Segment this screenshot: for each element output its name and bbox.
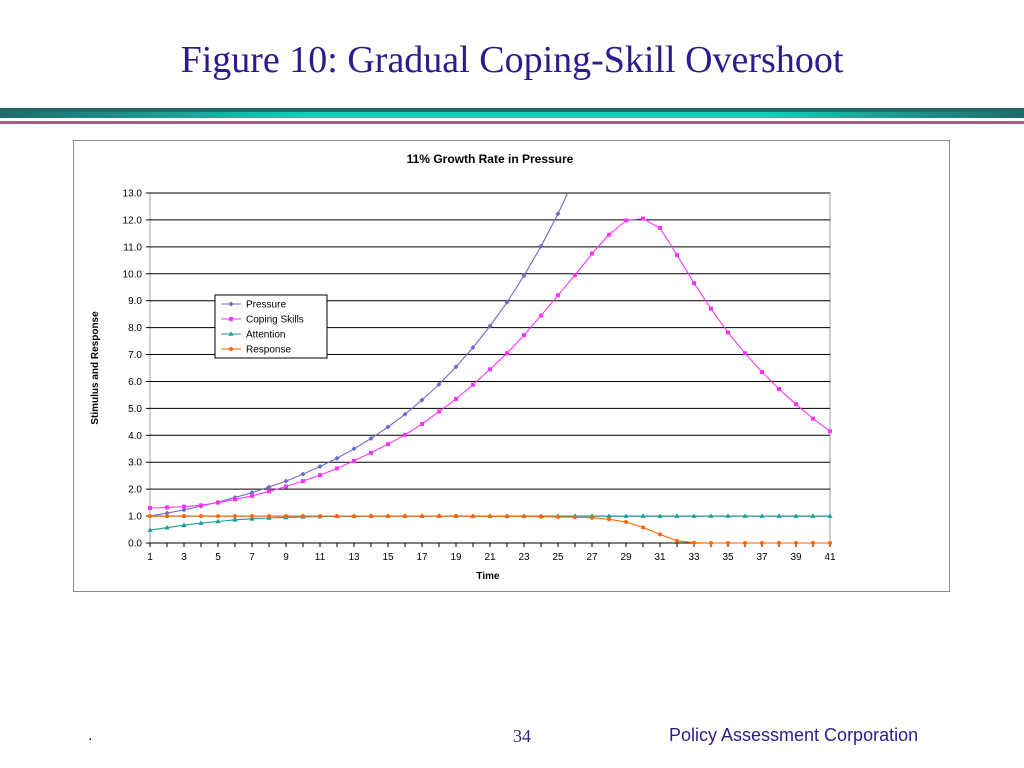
data-point-response [437, 514, 441, 518]
data-point-response [743, 541, 747, 545]
data-point-coping-skills [199, 503, 203, 507]
x-tick-label: 35 [722, 552, 734, 563]
x-tick-label: 1 [147, 552, 153, 563]
x-tick-label: 15 [382, 552, 394, 563]
title-rule-gradient [0, 112, 1024, 118]
organization-name: Policy Assessment Corporation [669, 725, 919, 745]
data-point-response [199, 514, 203, 518]
data-point-response [471, 514, 475, 518]
data-point-coping-skills [471, 383, 475, 387]
data-point-response [250, 514, 254, 518]
data-point-coping-skills [573, 273, 577, 277]
data-point-coping-skills [165, 505, 169, 509]
data-point-coping-skills [590, 252, 594, 256]
data-point-coping-skills [182, 505, 186, 509]
data-point-coping-skills [624, 218, 628, 222]
slide-title: Figure 10: Gradual Coping-Skill Overshoot [180, 39, 844, 81]
data-point-coping-skills [420, 422, 424, 426]
data-point-coping-skills [335, 466, 339, 470]
data-point-response [403, 514, 407, 518]
data-point-response [420, 514, 424, 518]
x-tick-label: 9 [283, 552, 289, 563]
y-tick-label: 10.0 [122, 269, 142, 281]
data-point-response [573, 515, 577, 519]
series-pressure [148, 177, 576, 518]
x-tick-label: 23 [518, 552, 530, 563]
data-point-coping-skills [233, 497, 237, 501]
data-point-coping-skills [216, 501, 220, 505]
data-point-response [624, 520, 628, 524]
data-point-coping-skills [267, 489, 271, 493]
data-point-coping-skills [386, 442, 390, 446]
data-point-response [539, 515, 543, 519]
data-point-coping-skills [726, 330, 730, 334]
data-point-coping-skills [607, 233, 611, 237]
data-point-response [760, 541, 764, 545]
data-point-response [148, 514, 152, 518]
data-point-coping-skills [692, 281, 696, 285]
data-point-pressure [284, 479, 289, 484]
y-tick-label: 12.0 [122, 215, 142, 227]
y-tick-label: 0.0 [128, 538, 142, 550]
data-point-response [488, 514, 492, 518]
data-point-coping-skills [658, 226, 662, 230]
legend-label: Response [246, 344, 292, 356]
data-point-response [675, 539, 679, 543]
x-tick-label: 7 [249, 552, 255, 563]
data-point-response [369, 514, 373, 518]
data-point-response [454, 514, 458, 518]
data-point-coping-skills [760, 370, 764, 374]
series-line-coping-skills [150, 219, 830, 508]
data-point-coping-skills [641, 217, 645, 221]
y-tick-label: 11.0 [123, 242, 142, 254]
data-point-response [233, 514, 237, 518]
data-point-coping-skills [301, 479, 305, 483]
data-point-response [828, 541, 832, 545]
data-point-coping-skills [505, 351, 509, 355]
x-tick-label: 17 [416, 552, 428, 563]
legend-swatch-marker [229, 317, 233, 321]
legend-label: Coping Skills [246, 314, 304, 326]
y-tick-label: 13.0 [122, 188, 142, 200]
footer-left-mark: . [88, 727, 93, 744]
data-point-coping-skills [794, 402, 798, 406]
x-tick-label: 27 [586, 552, 598, 563]
legend-swatch-marker [229, 347, 233, 351]
y-tick-label: 9.0 [128, 296, 142, 308]
data-point-pressure [556, 211, 561, 216]
x-axis-label: Time [476, 571, 500, 582]
data-point-coping-skills [777, 387, 781, 391]
data-point-response [811, 541, 815, 545]
data-point-coping-skills [403, 433, 407, 437]
data-point-coping-skills [539, 314, 543, 318]
x-tick-label: 13 [348, 552, 360, 563]
legend-label: Pressure [246, 299, 287, 311]
y-tick-label: 4.0 [128, 430, 142, 442]
y-tick-label: 1.0 [128, 511, 142, 523]
data-point-response [556, 515, 560, 519]
chart-frame [73, 140, 950, 592]
y-tick-label: 6.0 [128, 376, 142, 388]
y-tick-label: 7.0 [128, 350, 142, 362]
x-tick-label: 41 [824, 552, 836, 563]
data-point-coping-skills [369, 451, 373, 455]
data-point-coping-skills [148, 506, 152, 510]
y-tick-label: 8.0 [128, 323, 142, 335]
x-tick-label: 19 [450, 552, 462, 563]
data-point-pressure [539, 244, 544, 249]
data-point-pressure [335, 456, 340, 461]
data-point-coping-skills [250, 494, 254, 498]
x-tick-label: 25 [552, 552, 564, 563]
data-point-response [318, 514, 322, 518]
y-axis-label: Stimulus and Response [90, 311, 101, 425]
data-point-coping-skills [556, 293, 560, 297]
data-point-response [607, 517, 611, 521]
data-point-coping-skills [352, 459, 356, 463]
data-point-coping-skills [488, 367, 492, 371]
legend-label: Attention [246, 329, 286, 341]
x-tick-label: 39 [790, 552, 802, 563]
y-tick-label: 5.0 [128, 403, 142, 415]
data-point-response [777, 541, 781, 545]
y-tick-label: 3.0 [128, 457, 142, 469]
chart-title: 11% Growth Rate in Pressure [406, 152, 574, 166]
series-line-pressure [150, 177, 575, 516]
data-point-response [301, 514, 305, 518]
data-point-coping-skills [454, 397, 458, 401]
data-point-response [692, 541, 696, 545]
data-point-coping-skills [522, 333, 526, 337]
page-number: 34 [513, 726, 531, 746]
x-tick-label: 21 [484, 552, 496, 563]
x-tick-label: 5 [215, 552, 221, 563]
data-point-response [522, 514, 526, 518]
data-point-coping-skills [828, 429, 832, 433]
data-point-response [182, 514, 186, 518]
y-tick-label: 2.0 [128, 484, 142, 496]
data-point-response [216, 514, 220, 518]
series-coping-skills [148, 217, 832, 510]
line-chart [74, 141, 949, 591]
data-point-coping-skills [811, 417, 815, 421]
data-point-response [641, 525, 645, 529]
data-point-pressure [301, 472, 306, 477]
x-tick-label: 31 [654, 552, 666, 563]
title-rule-accent [0, 121, 1024, 124]
data-point-coping-skills [318, 473, 322, 477]
data-point-coping-skills [284, 484, 288, 488]
data-point-response [658, 532, 662, 536]
x-tick-label: 3 [181, 552, 187, 563]
data-point-response [165, 514, 169, 518]
data-point-pressure [352, 446, 357, 451]
data-point-response [386, 514, 390, 518]
data-point-response [794, 541, 798, 545]
x-tick-label: 29 [620, 552, 632, 563]
data-point-pressure [318, 464, 323, 469]
data-point-response [352, 514, 356, 518]
data-point-coping-skills [675, 253, 679, 257]
data-point-response [590, 516, 594, 520]
data-point-response [335, 514, 339, 518]
data-point-response [505, 514, 509, 518]
x-tick-label: 37 [756, 552, 768, 563]
data-point-coping-skills [743, 351, 747, 355]
data-point-response [267, 514, 271, 518]
data-point-response [709, 541, 713, 545]
x-tick-label: 11 [314, 552, 326, 563]
data-point-coping-skills [437, 410, 441, 414]
data-point-response [284, 514, 288, 518]
data-point-coping-skills [709, 307, 713, 311]
data-point-response [726, 541, 730, 545]
x-tick-label: 33 [688, 552, 700, 563]
